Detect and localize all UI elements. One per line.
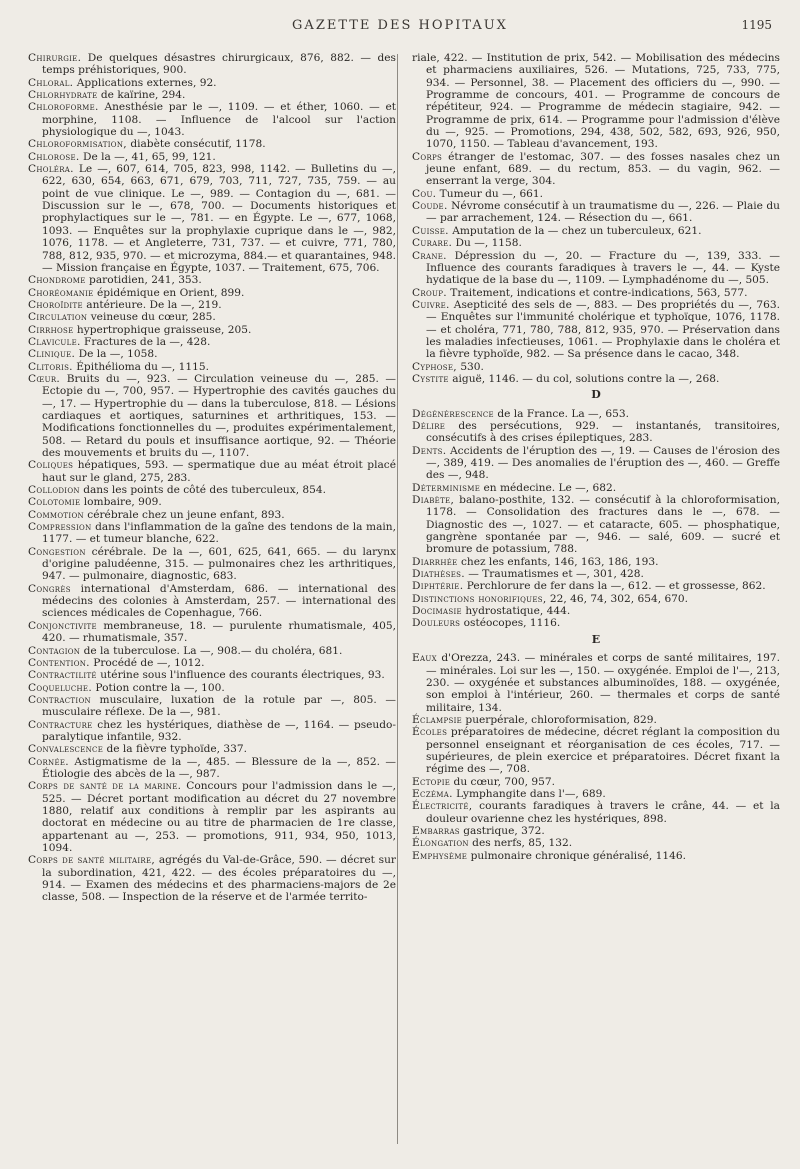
entry-heading: Douleurs bbox=[412, 617, 461, 630]
index-entry bbox=[28, 682, 396, 694]
entry-heading: Contention. bbox=[28, 656, 90, 669]
index-entry bbox=[412, 788, 780, 800]
index-entry bbox=[412, 408, 780, 420]
entry-text: des persécutions, 929. — instantanés, transitoires, consécutifs à des crises épileptiques, 283. bbox=[426, 419, 780, 445]
entry-text: des nerfs, 85, 132. bbox=[468, 837, 573, 850]
index-entry bbox=[28, 324, 396, 336]
index-entry bbox=[412, 482, 780, 494]
entry-heading: Emphysème bbox=[412, 849, 468, 862]
entry-heading: Convalescence bbox=[28, 743, 104, 756]
entry-text: Potion contre la —, 100. bbox=[92, 681, 225, 694]
entry-heading: Eczéma. bbox=[412, 787, 453, 800]
index-entry bbox=[412, 593, 780, 605]
index-entry bbox=[412, 373, 780, 385]
entry-text: chez les enfants, 146, 163, 186, 193. bbox=[457, 555, 659, 568]
running-title: GAZETTE DES HOPITAUX bbox=[292, 18, 508, 33]
entry-text: Astigmatisme de la —, 485. — Blessure de la —, 852. — Étiologie des abcès de la —, 987. bbox=[42, 755, 396, 780]
entry-text: cérébrale. De la —, 601, 625, 641, 665. — du larynx d'origine paludéenne, 315. — pulmonaires chez les arthritiques, 947. — pulmonaire, diagnostic, 683. bbox=[42, 545, 396, 583]
entry-text: du cœur, 700, 957. bbox=[450, 775, 555, 788]
entry-heading: Délire bbox=[412, 419, 446, 432]
index-entry bbox=[412, 225, 780, 237]
entry-text: Bruits du —, 923. — Circulation veineuse du —, 285. — Ectopie du —, 700, 957. — Hypertrophie des cavités gauches du —, 17. — Hypertrophie du — dans la tuberculose, 818. — Lésions cardiaques et aortiques, saturnines et arthritiques, 153. — Modifications fonctionnelles du —, produites expérimentalement, 508. — Retard du pouls et insuffisance aortique, 92. — Théorie des mouvements et bruits du —, 1107. bbox=[42, 372, 396, 459]
entry-heading: Clavicule. bbox=[28, 335, 81, 348]
entry-text: puerpérale, chloroformisation, 829. bbox=[462, 713, 657, 726]
section-c-continued bbox=[412, 52, 780, 385]
entry-heading: Cuivre. bbox=[412, 298, 450, 311]
column-divider bbox=[397, 54, 398, 1144]
entry-text: De la —, 1058. bbox=[75, 348, 158, 361]
index-entry bbox=[412, 568, 780, 580]
entry-heading: Commotion bbox=[28, 508, 84, 521]
index-entry bbox=[28, 509, 396, 521]
entry-text: Accidents de l'éruption des —, 19. — Causes de l'érosion des —, 389, 419. — Des anomalies de l'éruption des —, 460. — Greffe des —, 948. bbox=[426, 444, 780, 482]
index-entry bbox=[412, 287, 780, 299]
entry-text: Amputation de la — chez un tuberculeux, 621. bbox=[448, 224, 702, 237]
entry-text: Anesthésie par le —, 1109. — et éther, 1060. — et morphine, 1108. — Influence de l'alcool sur l'action physiologique du —, 1043. bbox=[42, 101, 396, 139]
index-entry bbox=[412, 580, 780, 592]
index-entry bbox=[28, 756, 396, 781]
entry-heading: Docimasie bbox=[412, 605, 462, 618]
section-e bbox=[412, 652, 780, 862]
index-entry bbox=[412, 361, 780, 373]
entry-text: courants faradiques à travers le crâne, 44. — et la douleur ovarienne chez les hystériques, 898. bbox=[426, 800, 780, 825]
entry-text: Le —, 607, 614, 705, 823, 998, 1142. — Bulletins du —, 622, 630, 654, 663, 671, 679, 703, 711, 727, 735, 759. — au point de vue clinique. Le —, 989. — Contagion du —, 681. — Discussion sur le —, 678, 700. — Documents historiques et prophylactiques sur le —, 781. — en Égypte. Le —, 677, 1068, 1093. — Enquêtes sur la prophylaxie cuprique dans le —, 982, 1076, 1178. — et Angleterre, 731, 737. — et cuivre, 771, 780, 788, 812, 935, 970. — et microzyma, 884.— et quarantaines, 948. — Mission française en Égypte, 1037. — Traitement, 675, 706. bbox=[42, 163, 396, 274]
index-entry bbox=[28, 669, 396, 681]
entry-heading: Colotomie bbox=[28, 496, 81, 509]
index-entry bbox=[412, 52, 780, 151]
index-entry bbox=[28, 77, 396, 89]
entry-heading: Choléra. bbox=[28, 163, 74, 176]
entry-heading: Déterminisme bbox=[412, 481, 481, 494]
entry-heading: Crane. bbox=[412, 249, 447, 262]
entry-heading: Chirurgie. bbox=[28, 52, 82, 64]
entry-text: diabète consécutif, 1178. bbox=[126, 138, 266, 151]
index-entry bbox=[412, 237, 780, 249]
index-entry bbox=[412, 445, 780, 482]
index-entry bbox=[412, 200, 780, 225]
entry-text: en médecine. Le —, 682. bbox=[480, 481, 617, 494]
entry-heading: Contractilité bbox=[28, 669, 97, 682]
entry-text: utérine sous l'influence des courants électriques, 93. bbox=[96, 669, 385, 682]
index-entry bbox=[28, 854, 396, 903]
index-entry bbox=[28, 484, 396, 496]
entry-heading: Chloroformisation, bbox=[28, 138, 127, 151]
entry-text: parotidien, 241, 353. bbox=[85, 274, 202, 287]
entry-heading: Clinique. bbox=[28, 348, 76, 361]
index-entry bbox=[412, 420, 780, 445]
entry-text: hypertrophique graisseuse, 205. bbox=[73, 323, 252, 336]
entry-text: Procédé de —, 1012. bbox=[89, 656, 205, 669]
entry-text: étranger de l'estomac, 307. — des fosses nasales chez un jeune enfant, 689. — du rectum, 853. — du vagin, 962. — enserrant la verge, 304. bbox=[426, 150, 780, 188]
index-entry bbox=[28, 361, 396, 373]
index-entry bbox=[28, 138, 396, 150]
entry-heading: Coqueluche. bbox=[28, 681, 92, 694]
entry-text: Traitement, indications et contre-indications, 563, 577. bbox=[446, 286, 748, 299]
index-entry bbox=[28, 163, 396, 274]
entry-heading: Chondrome bbox=[28, 274, 86, 287]
entry-heading: Collodion bbox=[28, 484, 80, 497]
entry-text: de la France. La —, 653. bbox=[493, 407, 629, 420]
entry-heading: Contracture bbox=[28, 718, 93, 731]
entry-heading: Cirrhose bbox=[28, 323, 74, 336]
entry-text: hydrostatique, 444. bbox=[461, 605, 571, 618]
entry-heading: Cou. bbox=[412, 187, 437, 200]
index-entry bbox=[28, 151, 396, 163]
index-entry bbox=[412, 299, 780, 361]
index-entry bbox=[28, 52, 396, 77]
index-entry bbox=[28, 521, 396, 546]
entry-text: Épithélioma du —, 1115. bbox=[72, 360, 209, 373]
index-entry bbox=[412, 726, 780, 775]
index-entry bbox=[28, 299, 396, 311]
entry-heading: Clitoris. bbox=[28, 360, 73, 373]
entry-text: de la tuberculose. La —, 908.— du choléra, 681. bbox=[80, 644, 343, 657]
entry-text: cérébrale chez un jeune enfant, 893. bbox=[83, 508, 285, 521]
index-entry bbox=[28, 719, 396, 744]
index-entry bbox=[28, 348, 396, 360]
left-column bbox=[28, 52, 396, 904]
entry-text: Asepticité des sels de —, 883. — Des propriétés du —, 763. — Enquêtes sur l'immunité cholérique et typhoïque, 1076, 1178. — et choléra, 771, 780, 788, 812, 935, 970. — Préservation dans les maladies infectieuses, 1061. — Prophylaxie dans le choléra et la fièvre typhoïde, 982. — Sa présence dans le cacao, 348. bbox=[426, 298, 780, 361]
index-entry bbox=[28, 645, 396, 657]
entry-heading: Corps de santé militaire, bbox=[28, 854, 156, 867]
index-entry bbox=[28, 620, 396, 645]
entry-text: membraneuse, 18. — purulente rhumatismale, 405, 420. — rhumatismale, 357. bbox=[42, 619, 396, 645]
entry-heading: Diabète, bbox=[412, 494, 455, 507]
entry-heading: Conjonctivite bbox=[28, 619, 97, 632]
entry-text: veineuse du cœur, 285. bbox=[87, 311, 216, 324]
entry-heading: Cœur. bbox=[28, 372, 61, 385]
entry-text: Perchlorure de fer dans la —, 612. — et grossesse, 862. bbox=[463, 580, 766, 593]
entry-text: aiguë, 1146. — du col, solutions contre la —, 268. bbox=[448, 372, 720, 385]
entry-text: Tumeur du —, 661. bbox=[436, 187, 544, 200]
entry-heading: Cuisse. bbox=[412, 224, 449, 237]
entry-text: chez les hystériques, diathèse de —, 1164. — pseudo-paralytique infantile, 932. bbox=[42, 718, 396, 743]
entry-heading: Chlorhydrate bbox=[28, 89, 98, 102]
entry-text: préparatoires de médecine, décret réglant la composition du personnel enseignant et réorganisation de ces écoles, 717. — supérieures, de plein exercice et préparatoires. Décret fixant la régime des —, 708. bbox=[426, 726, 780, 776]
entry-text: agrégés du Val-de-Grâce, 590. — décret sur la subordination, 421, 422. — des écoles préparatoires du —, 914. — Examen des médecins et des pharmaciens-majors de 2e classe, 508. — Inspection de la réserve et de l'armée territo- bbox=[42, 854, 396, 904]
index-entry bbox=[28, 274, 396, 286]
section-letter-d: D bbox=[591, 388, 601, 402]
entry-heading: Chloral. bbox=[28, 76, 74, 89]
entry-heading: Contagion bbox=[28, 644, 81, 657]
entry-text: dans les points de côté des tuberculeux, 854. bbox=[79, 484, 327, 497]
entry-heading: Corps de santé de la marine. bbox=[28, 780, 182, 793]
entry-heading: Dents. bbox=[412, 444, 447, 457]
index-entry bbox=[412, 605, 780, 617]
entry-text: ostéocopes, 1116. bbox=[460, 617, 561, 630]
entry-text: lombaire, 909. bbox=[80, 496, 162, 509]
entry-heading: Circulation bbox=[28, 311, 88, 324]
index-entry bbox=[28, 459, 396, 484]
entry-text: 530. bbox=[456, 360, 484, 373]
entry-heading: Diphtérie. bbox=[412, 580, 464, 593]
entry-heading: Coliques bbox=[28, 459, 74, 472]
entry-text: De quelques désastres chirurgicaux, 876, 882. — des temps préhistoriques, 900. bbox=[42, 52, 396, 77]
index-entry bbox=[28, 694, 396, 719]
index-entry bbox=[28, 657, 396, 669]
entry-text: balano-posthite, 132. — consécutif à la chloroformisation, 1178. — Consolidation des fractures dans le —, 678. — Diagnostic des —, 1027. — et cataracte, 605. — phosphatique, gangrène spontanée par —, 946. — salé, 609. — sucré et bromure de potassium, 788. bbox=[426, 494, 780, 556]
entry-heading: Cystite bbox=[412, 372, 449, 385]
entry-text: Fractures de la —, 428. bbox=[80, 335, 211, 348]
entry-heading: Congrès bbox=[28, 582, 71, 595]
entry-heading: Contraction bbox=[28, 693, 91, 706]
entry-text: Concours pour l'admission dans le —, 525. — Décret portant modification au décret du 27 novembre 1880, relatif aux conditions à remplir par les aspirants au doctorat en médecine ou au titre de pharmacien de 1re classe, appartenant au —, 253. — promotions, 911, 934, 950, 1013, 1094. bbox=[42, 780, 396, 854]
entry-text: Névrome consécutif à un traumatisme du —, 226. — Plaie du — par arrachement, 124. — Résection du —, 661. bbox=[426, 200, 780, 225]
entry-heading: Écoles bbox=[412, 726, 448, 739]
entry-heading: Cornée. bbox=[28, 755, 69, 768]
entry-heading: Congestion bbox=[28, 545, 86, 558]
page-header bbox=[0, 14, 800, 40]
entry-text: antérieure. De la —, 219. bbox=[82, 298, 222, 311]
index-entry bbox=[412, 652, 780, 714]
index-entry bbox=[28, 311, 396, 323]
entry-text: dans l'inflammation de la gaîne des tendons de la main, 1177. — et tumeur blanche, 622. bbox=[42, 521, 396, 546]
right-column bbox=[412, 52, 780, 862]
entry-heading: Eaux bbox=[412, 652, 437, 665]
index-entry bbox=[412, 151, 780, 188]
entry-text: De la —, 41, 65, 99, 121. bbox=[79, 150, 216, 163]
index-entry bbox=[412, 250, 780, 287]
entry-heading: Cyphose, bbox=[412, 360, 457, 373]
entry-text: Dépression du —, 20. — Fracture du —, 139, 333. — Influence des courants faradiques à travers le —, 44. — Kyste hydatique de la base du —, 1109. — Lymphadénome du —, 505. bbox=[426, 249, 780, 287]
index-entry bbox=[28, 336, 396, 348]
index-entry bbox=[28, 496, 396, 508]
index-entry bbox=[28, 287, 396, 299]
entry-heading: Choroïdite bbox=[28, 298, 83, 311]
entry-heading: Chlorose. bbox=[28, 150, 80, 163]
index-entry bbox=[412, 617, 780, 629]
index-entry bbox=[412, 850, 780, 862]
entry-text: Applications externes, 92. bbox=[73, 76, 217, 89]
entry-heading: Chloroforme. bbox=[28, 101, 99, 114]
index-entry bbox=[412, 188, 780, 200]
entry-text: musculaire, luxation de la rotule par —, 805. — musculaire réflexe. De la —, 981. bbox=[42, 693, 396, 719]
entry-heading: Éclampsie bbox=[412, 713, 463, 726]
entry-text: — Traumatismes et —, 301, 428. bbox=[464, 568, 644, 581]
entry-heading: Dégénérescence bbox=[412, 407, 494, 420]
entry-heading: Coude. bbox=[412, 200, 448, 213]
entry-heading: Élongation bbox=[412, 837, 469, 850]
entry-text: riale, 422. — Institution de prix, 542. — Mobilisation des médecins et pharmaciens auxiliaires, 526. — Mutations, 725, 733, 775, 934. — Personnel, 38. — Placement des officiers du —, 990. — Programme de concours, 401. — Programme de concours de répétiteur, 924. — Programme de médecin stagiaire, 942. — Programme de prix, 614. — Programme pour l'admission d'élève du —, 925. — Promotions, 294, 438, 502, 582, 693, 926, 950, 1070, 1150. — Tableau d'avancement, 193. bbox=[412, 52, 780, 151]
section-d bbox=[412, 408, 780, 630]
entry-text: épidémique en Orient, 899. bbox=[93, 286, 245, 299]
index-entry bbox=[28, 546, 396, 583]
index-entry bbox=[412, 776, 780, 788]
entry-heading: Diarrhée bbox=[412, 555, 458, 568]
entry-text: 22, 46, 74, 302, 654, 670. bbox=[546, 592, 689, 605]
entry-text: d'Orezza, 243. — minérales et corps de santé militaires, 197. — minérales. Loi sur les —, 150. — oxygénée. Emploi de l'—, 213, 230. — oxygénée et substances albuminoïdes, 188. — oxygénée, son emploi à l'intérieur, 260. — thermales et corps de santé militaire, 134. bbox=[426, 652, 780, 714]
entry-heading: Embarras bbox=[412, 824, 460, 837]
index-entry bbox=[412, 825, 780, 837]
entry-heading: Diathèses. bbox=[412, 568, 465, 581]
index-entry bbox=[28, 780, 396, 854]
index-entry bbox=[412, 494, 780, 556]
entry-text: international d'Amsterdam, 686. — international des médecins des colonies à Amsterdam, 257. — international des sciences médicales de Copenhague, 766. bbox=[42, 582, 396, 620]
index-entry bbox=[28, 743, 396, 755]
index-entry bbox=[412, 714, 780, 726]
entry-heading: Distinctions honorifiques, bbox=[412, 592, 547, 605]
entry-heading: Croup. bbox=[412, 286, 447, 299]
index-entry bbox=[28, 373, 396, 459]
entry-text: Du —, 1158. bbox=[452, 237, 522, 250]
entry-text: de la fièvre typhoïde, 337. bbox=[103, 743, 247, 756]
entry-heading: Ectopie bbox=[412, 775, 451, 788]
entry-text: hépatiques, 593. — spermatique due au méat étroit placé haut sur le gland, 275, 283. bbox=[42, 459, 396, 484]
index-entry bbox=[28, 583, 396, 620]
page-number: 1195 bbox=[741, 18, 772, 32]
entry-text: pulmonaire chronique généralisé, 1146. bbox=[467, 849, 686, 862]
entry-heading: Curare. bbox=[412, 237, 453, 250]
entry-heading: Électricité, bbox=[412, 800, 473, 813]
index-entry bbox=[412, 800, 780, 825]
index-entry bbox=[28, 89, 396, 101]
index-entry bbox=[28, 101, 396, 138]
index-entry bbox=[412, 837, 780, 849]
index-entry bbox=[412, 556, 780, 568]
entry-heading: Choréomanie bbox=[28, 286, 94, 299]
section-letter-e: E bbox=[591, 632, 601, 646]
entry-text: gastrique, 372. bbox=[459, 824, 545, 837]
entry-heading: Corps bbox=[412, 150, 443, 163]
entry-text: de kaïrine, 294. bbox=[97, 89, 186, 102]
entry-text: Lymphangite dans l'—, 689. bbox=[452, 787, 606, 800]
entry-heading: Compression bbox=[28, 521, 92, 534]
